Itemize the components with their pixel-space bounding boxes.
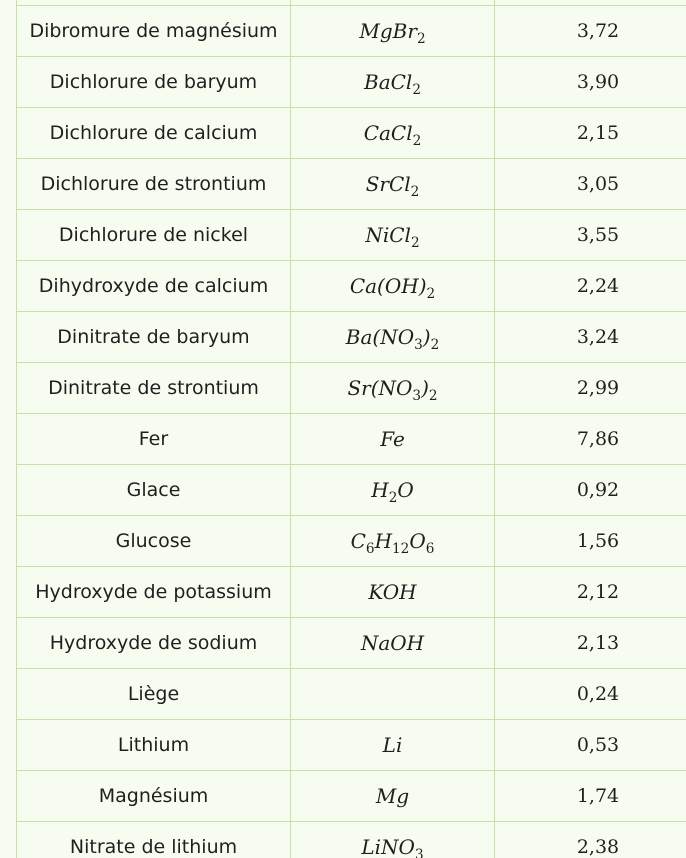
compound-name-cell: Dichlorure de baryum	[17, 57, 291, 108]
density-value: 0,53	[576, 734, 620, 756]
chemical-formula-cell	[291, 822, 495, 858]
density-value: 2,24	[576, 275, 620, 297]
formula-text: Li	[382, 733, 403, 757]
density-value: 2,15	[576, 122, 620, 144]
density-cell	[495, 312, 686, 363]
formula-subscript: 2	[426, 285, 436, 302]
density-value: 3,05	[576, 173, 620, 195]
table-row	[17, 669, 686, 720]
formula-subscript: 6	[365, 540, 375, 557]
formula-text: H	[371, 478, 389, 502]
table-row	[17, 516, 686, 567]
chemical-formula-cell	[291, 108, 495, 159]
formula-subscript: 12	[392, 540, 410, 557]
density-cell	[495, 159, 686, 210]
density-value: 2,13	[576, 632, 620, 654]
formula-text: H	[374, 529, 393, 553]
formula-subscript: 2	[416, 30, 426, 47]
table-row	[17, 261, 686, 312]
formula-text: Ca(OH)	[349, 274, 427, 298]
formula-subscript: 2	[428, 387, 438, 404]
formula-text: KOH	[368, 580, 417, 604]
formula-text: LiNO	[361, 835, 415, 858]
density-value: 2,99	[576, 377, 620, 399]
formula-text: Sr(NO	[347, 376, 413, 400]
density-value: 3,72	[576, 20, 620, 42]
chemical-formula-cell	[291, 312, 495, 363]
compound-name-cell: Glucose	[17, 516, 291, 567]
density-cell	[495, 669, 686, 720]
density-value: 2,38	[576, 836, 620, 858]
compound-name-cell: Dibromure de magnésium	[17, 6, 291, 57]
density-value: 1,56	[576, 530, 620, 552]
density-cell	[495, 567, 686, 618]
formula-text: )	[421, 376, 429, 400]
density-value: 0,24	[576, 683, 620, 705]
formula-subscript: 2	[410, 234, 420, 251]
density-cell	[495, 210, 686, 261]
formula-subscript: 3	[414, 336, 423, 353]
chemical-formula-cell	[291, 720, 495, 771]
formula-text: NiCl	[365, 223, 411, 247]
table-row	[17, 57, 686, 108]
table-row	[17, 210, 686, 261]
chemical-formula-cell	[291, 669, 495, 720]
formula-text: MgBr	[359, 19, 417, 43]
formula-subscript: 2	[388, 489, 398, 506]
formula-text: NaOH	[360, 631, 425, 655]
compound-name-cell: Magnésium	[17, 771, 291, 822]
density-value: 2,12	[576, 581, 620, 603]
compound-name-cell: Dinitrate de baryum	[17, 312, 291, 363]
density-value: 7,86	[576, 428, 620, 450]
chemical-formula-cell	[291, 261, 495, 312]
chemical-formula-cell	[291, 57, 495, 108]
table-row	[17, 822, 686, 858]
density-cell	[495, 108, 686, 159]
formula-text: O	[409, 529, 426, 553]
table-row	[17, 363, 686, 414]
compound-name-cell: Glace	[17, 465, 291, 516]
formula-subscript: 3	[414, 846, 424, 858]
table-row	[17, 618, 686, 669]
density-table	[16, 0, 686, 858]
density-cell	[495, 516, 686, 567]
chemical-formula-cell	[291, 567, 495, 618]
formula-subscript: 2	[430, 336, 440, 353]
density-value: 3,55	[576, 224, 620, 246]
table-row	[17, 414, 686, 465]
formula-subscript: 2	[412, 81, 421, 98]
density-cell	[495, 261, 686, 312]
chemical-formula-cell	[291, 414, 495, 465]
formula-text: Mg	[375, 784, 410, 808]
formula-text: BaCl	[364, 70, 413, 94]
chemical-formula-cell	[291, 465, 495, 516]
table-row	[17, 567, 686, 618]
density-cell	[495, 465, 686, 516]
chemical-formula-cell	[291, 516, 495, 567]
table-row	[17, 6, 686, 57]
density-value: 1,74	[576, 785, 620, 807]
formula-text: C	[350, 529, 366, 553]
formula-subscript: 3	[412, 387, 422, 404]
density-value: 0,92	[576, 479, 620, 501]
compound-name-cell: Dichlorure de calcium	[17, 108, 291, 159]
table-row	[17, 771, 686, 822]
chemical-formula-cell	[291, 363, 495, 414]
chemical-formula-cell	[291, 771, 495, 822]
chemical-formula-cell	[291, 159, 495, 210]
table-row	[17, 108, 686, 159]
density-cell	[495, 414, 686, 465]
formula-text: SrCl	[365, 172, 411, 196]
compound-name-cell: Hydroxyde de potassium	[17, 567, 291, 618]
compound-name-cell: Liège	[17, 669, 291, 720]
compound-name-cell: Lithium	[17, 720, 291, 771]
table-row	[17, 312, 686, 363]
formula-subscript: 2	[412, 132, 422, 149]
compound-name-cell: Dinitrate de strontium	[17, 363, 291, 414]
formula-text: O	[397, 478, 414, 502]
formula-subscript: 2	[410, 183, 420, 200]
chemical-formula-cell	[291, 6, 495, 57]
compound-name-cell: Fer	[17, 414, 291, 465]
chemical-formula-cell	[291, 618, 495, 669]
formula-text: CaCl	[363, 121, 413, 145]
table-row	[17, 159, 686, 210]
compound-name-cell: Dichlorure de nickel	[17, 210, 291, 261]
density-cell	[495, 822, 686, 858]
formula-text: )	[422, 325, 431, 349]
density-value: 3,24	[576, 326, 620, 348]
formula-text: Ba(NO	[345, 325, 415, 349]
formula-text: Fe	[380, 427, 405, 451]
density-cell	[495, 363, 686, 414]
density-cell	[495, 57, 686, 108]
chemical-formula-cell	[291, 210, 495, 261]
density-cell	[495, 6, 686, 57]
density-cell	[495, 720, 686, 771]
density-cell	[495, 771, 686, 822]
table-body	[17, 0, 686, 858]
compound-name-cell: Hydroxyde de sodium	[17, 618, 291, 669]
density-cell	[495, 618, 686, 669]
table-row	[17, 720, 686, 771]
formula-subscript: 6	[425, 540, 435, 557]
compound-name-cell: Dichlorure de strontium	[17, 159, 291, 210]
compound-name-cell: Nitrate de lithium	[17, 822, 291, 858]
density-value: 3,90	[576, 71, 620, 93]
table-row	[17, 465, 686, 516]
compound-name-cell: Dihydroxyde de calcium	[17, 261, 291, 312]
